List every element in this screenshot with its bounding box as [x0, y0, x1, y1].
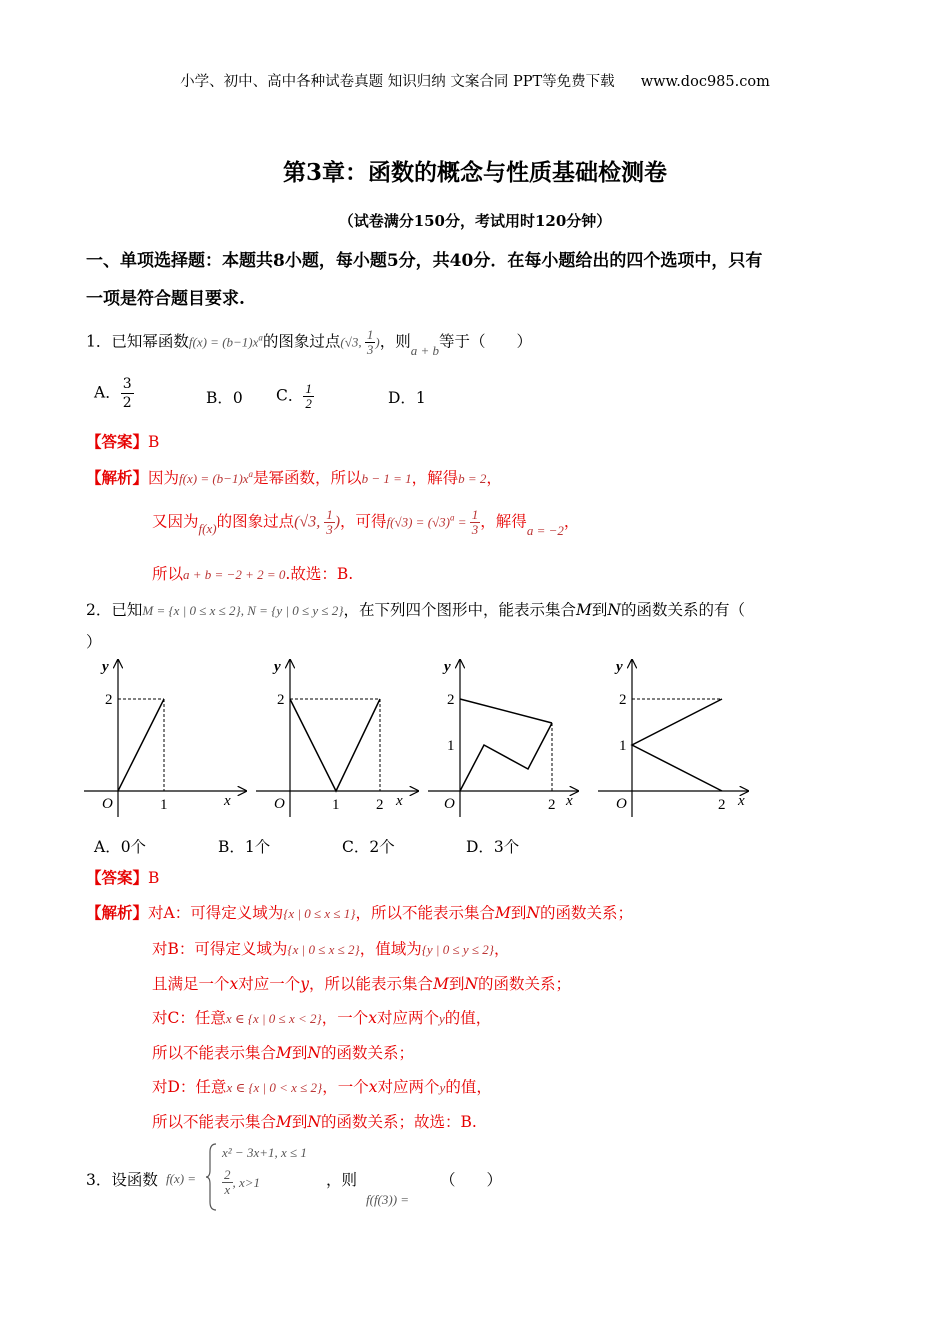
q2-option-b[interactable]: B．1个 — [218, 838, 271, 856]
q1-analysis-line1: 【解析】因为$f(x) = (b-1)x^a$是幂函数，所以b − 1 = 1，解得b = 2， — [86, 468, 502, 487]
q1-exp: a — [258, 332, 263, 343]
question-1 — [86, 328, 532, 357]
graph-c-tick-2x: 2 — [548, 797, 556, 813]
graph-b — [256, 659, 418, 817]
graph-b-origin: O — [274, 796, 285, 812]
graph-a-tick-1: 1 — [160, 797, 168, 813]
q1-point-frac: $\frac{1}{3}$ — [366, 327, 374, 357]
graph-c-tick-2: 2 — [447, 692, 455, 708]
graph-b-x-label: x — [396, 793, 403, 809]
graph-a-tick-2: 2 — [105, 692, 113, 708]
q3-case-1: x² − 3x+1, x ≤ 1 — [222, 1145, 307, 1160]
page-header — [0, 70, 950, 91]
q1-point: (√3, — [340, 334, 365, 350]
graph-b-tick-2x: 2 — [376, 797, 384, 813]
graph-a-y-label: y — [102, 659, 109, 675]
graph-c-tick-1: 1 — [447, 738, 455, 754]
graph-c-y-label: y — [444, 659, 451, 675]
question-2-close: ） — [86, 633, 102, 651]
q1-option-d[interactable]: D．1 — [388, 389, 426, 407]
graph-b-tick-1: 1 — [332, 797, 340, 813]
q2-analysis-line2: 对B：可得定义域为{x | 0 ≤ x ≤ 2}，值域为{y | 0 ≤ y ≤ 2}， — [152, 940, 510, 958]
q1-answer: 【答案】B — [86, 432, 160, 451]
q1-mid: 的图象过点 — [262, 332, 341, 351]
q3-brace — [206, 1142, 218, 1212]
graph-d — [598, 659, 748, 817]
q1-option-c[interactable]: C． $\frac{1}{2}$ — [276, 381, 312, 411]
q2-option-a[interactable]: A．0个 — [94, 838, 147, 856]
page-subtitle: （试卷满分150分，考试用时120分钟） — [338, 212, 612, 230]
q1-analysis-line3: 所以a + b = −2 + 2 = 0.故选：B. — [152, 565, 354, 583]
q2-graphs — [84, 652, 764, 824]
graph-c-origin: O — [444, 796, 455, 812]
q3-fx: f(x) = — [166, 1171, 197, 1186]
graph-d-tick-1: 1 — [619, 738, 627, 754]
q2-answer: 【答案】B — [86, 868, 160, 887]
q1-analysis-line2: 又因为$_{f(x)}$的图象过点(√3, $\frac{1}{3}$ )，可得$f(√3) = (√3)^a$ = $\frac{1}{3}$ ，解得$_{a = -2}$， — [152, 507, 580, 538]
section-heading-line1: 一、单项选择题：本题共8小题，每小题5分，共40分．在每小题给出的四个选项中，只有 — [86, 251, 763, 271]
q2-option-d[interactable]: D．3个 — [466, 838, 520, 856]
graph-d-x-label: x — [738, 793, 745, 809]
q3-ffx: f(f(3)) = — [366, 1192, 410, 1207]
graph-c — [428, 659, 578, 817]
q1-tail: 等于（ ） — [439, 332, 533, 351]
graph-d-origin: O — [616, 796, 627, 812]
graph-a-x-label: x — [224, 793, 231, 809]
q2-option-c[interactable]: C．2个 — [342, 838, 395, 856]
q2-analysis-line3: 且满足一个x对应一个y，所以能表示集合M到N的函数关系； — [152, 975, 572, 993]
q3-paren: （ ） — [440, 1171, 503, 1189]
q1-then: ，则 — [379, 332, 411, 351]
header-url[interactable]: www.doc985.com — [640, 74, 770, 90]
page-title: 第3章：函数的概念与性质基础检测卷 — [282, 159, 667, 186]
section-heading-line2: 一项是符合题目要求. — [86, 289, 245, 309]
graph-c-x-label: x — [566, 793, 573, 809]
q1-ab: a + b — [410, 342, 440, 358]
graph-d-tick-2x: 2 — [718, 797, 726, 813]
q1-point-end: ) — [375, 334, 380, 350]
graph-d-tick-2: 2 — [619, 692, 627, 708]
graph-b-tick-2: 2 — [277, 692, 285, 708]
q3-then: ，则 — [326, 1171, 358, 1189]
q3-case-2: $\frac{2}{x}$ , x>1 — [224, 1167, 261, 1197]
graph-a — [84, 659, 246, 817]
q2-analysis-line1: 【解析】对A：可得定义域为{x | 0 ≤ x ≤ 1}，所以不能表示集合M到N的函数关系； — [86, 903, 633, 922]
q2-analysis-line6: 对D：任意x ∈ {x | 0 < x ≤ 2}，一个x对应两个y的值， — [152, 1078, 492, 1096]
q2-analysis-line4: 对C：任意x ∈ {x | 0 ≤ x < 2}，一个x对应两个y的值， — [152, 1009, 492, 1027]
graph-a-origin: O — [102, 796, 113, 812]
q1-expr: f(x) = (b−1)x — [188, 334, 259, 350]
graph-d-y-label: y — [616, 659, 623, 675]
q2-analysis-line5: 所以不能表示集合M到N的函数关系； — [152, 1044, 414, 1062]
q2-analysis-line7: 所以不能表示集合M到N的函数关系；故选：B. — [152, 1113, 477, 1131]
question-3-label: 3．设函数 — [86, 1171, 158, 1189]
graph-b-y-label: y — [274, 659, 281, 675]
question-2: 2．已知M = {x | 0 ≤ x ≤ 2}, N = {y | 0 ≤ y ≤ 2}，在下列四个图形中，能表示集合M到N的函数关系的有（ — [86, 601, 745, 619]
q1-label: 1．已知幂函数 — [86, 332, 189, 351]
header-text: 小学、初中、高中各种试卷真题 知识归纳 文案合同 PPT等免费下载 — [180, 74, 615, 90]
q1-option-a[interactable]: A． $\frac{3}{2}$ — [94, 376, 132, 411]
q1-option-b[interactable]: B．0 — [206, 389, 243, 407]
